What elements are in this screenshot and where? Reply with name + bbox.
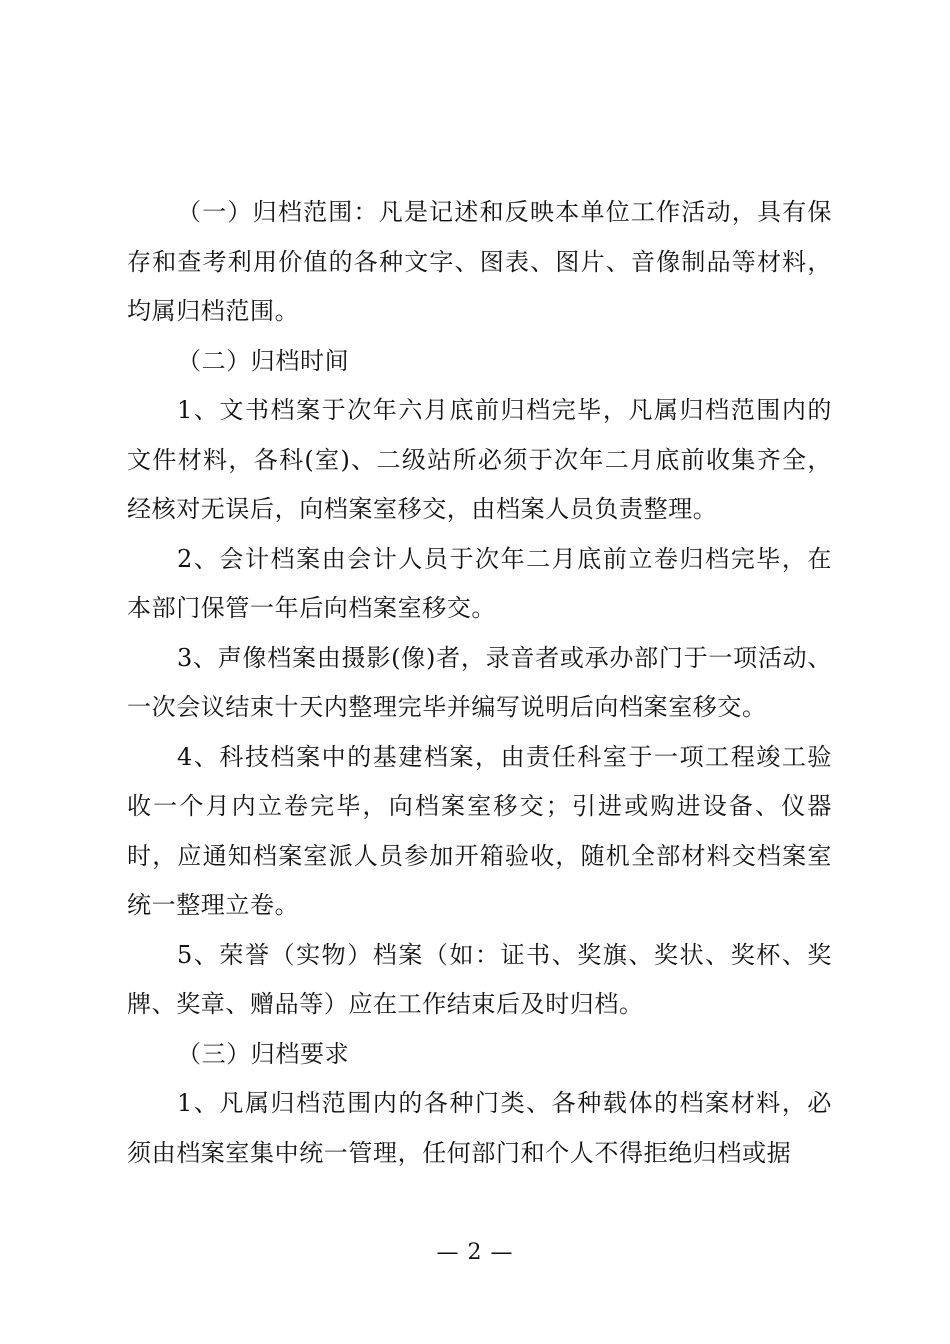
paragraph-document-archives: 1、文书档案于次年六月底前归档完毕，凡属归档范围内的文件材料，各科(室)、二级站所必须于次年二月底前收集齐全，经核对无误后，向档案室移交，由档案人员负责整理。 xyxy=(127,396,832,523)
paragraph-centralized-management: 1、凡属归档范围内的各种门类、各种载体的档案材料，必须由档案室集中统一管理，任何部门和个人不得拒绝归档或据 xyxy=(127,1089,832,1167)
paragraph-accounting-archives: 2、会计档案由会计人员于次年二月底前立卷归档完毕，在本部门保管一年后向档案室移交。 xyxy=(127,544,832,622)
heading-archiving-requirements: （三）归档要求 xyxy=(177,1039,350,1068)
paragraph-honor-archives: 5、荣誉（实物）档案（如：证书、奖旗、奖状、奖杯、奖牌、奖章、赠品等）应在工作结束后及时归档。 xyxy=(127,940,832,1018)
paragraph-audiovisual-archives: 3、声像档案由摄影(像)者，录音者或承办部门于一项活动、一次会议结束十天内整理完毕并编写说明后向档案室移交。 xyxy=(127,643,832,721)
document-body xyxy=(127,188,832,1178)
page-number: — 2 — xyxy=(436,1240,514,1265)
heading-archiving-time: （二）归档时间 xyxy=(177,346,350,375)
paragraph-archiving-scope: （一）归档范围：凡是记述和反映本单位工作活动，具有保存和查考利用价值的各种文字、图表、图片、音像制品等材料，均属归档范围。 xyxy=(127,198,832,325)
paragraph-technical-archives: 4、科技档案中的基建档案，由责任科室于一项工程竣工验收一个月内立卷完毕，向档案室移交；引进或购进设备、仪器时，应通知档案室派人员参加开箱验收，随机全部材料交档案室统一整理立卷。 xyxy=(127,742,832,919)
